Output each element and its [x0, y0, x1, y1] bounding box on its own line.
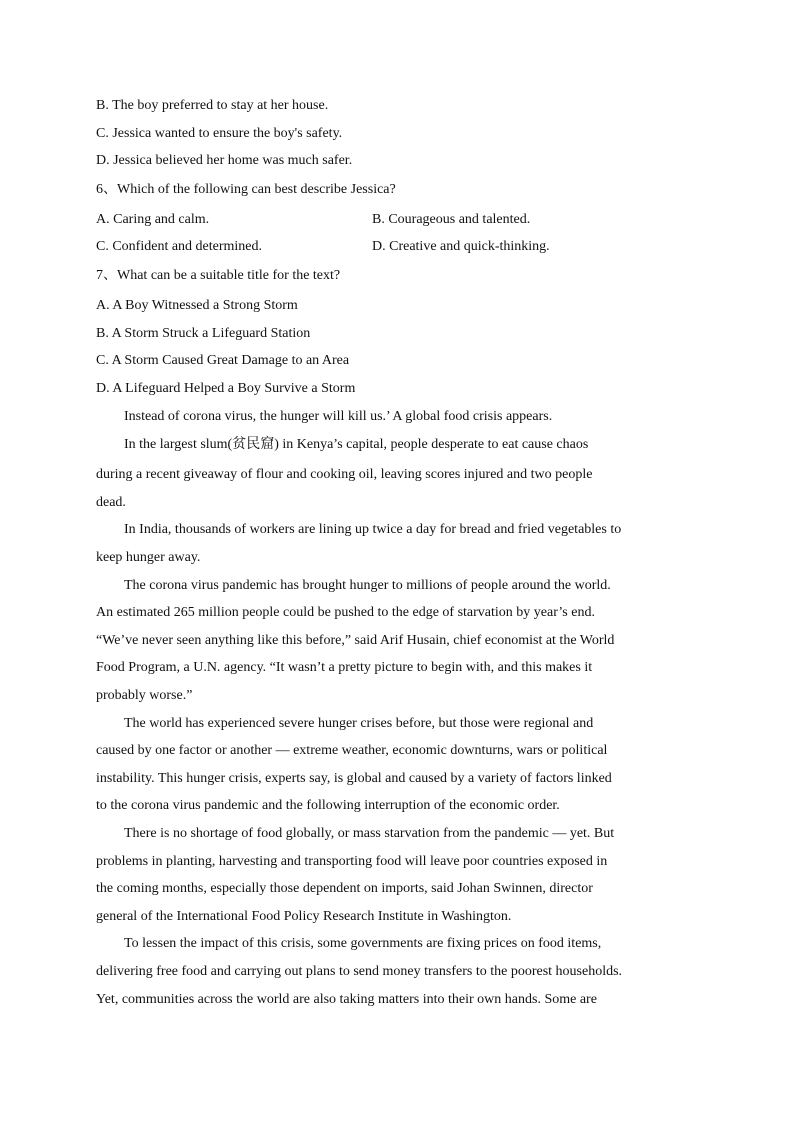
passage-line: Instead of corona virus, the hunger will kill us.’ A global food crisis appears.: [124, 409, 553, 424]
passage-line: delivering free food and carrying out plans to send money transfers to the poorest households.: [96, 964, 623, 979]
q6-option-d: D. Creative and quick-thinking.: [372, 239, 550, 254]
q6-option-c: C. Confident and determined.: [96, 239, 263, 254]
passage-line: There is no shortage of food globally, or mass starvation from the pandemic — yet. But: [124, 826, 615, 841]
q7-option-a: A. A Boy Witnessed a Strong Storm: [96, 298, 298, 313]
q7-option-c: C. A Storm Caused Great Damage to an Area: [96, 353, 350, 368]
passage-line: In the largest slum(贫民窟) in Kenya’s capital, people desperate to eat cause chaos: [124, 437, 589, 452]
q7-option-d: D. A Lifeguard Helped a Boy Survive a Storm: [96, 381, 356, 396]
passage-line: probably worse.”: [96, 688, 193, 703]
q5-option-b: B. The boy preferred to stay at her house.: [96, 98, 329, 113]
q5-option-d: D. Jessica believed her home was much safer.: [96, 153, 353, 168]
passage-line: problems in planting, harvesting and transporting food will leave poor countries exposed in: [96, 854, 608, 869]
passage-line: keep hunger away.: [96, 550, 201, 565]
passage-line: general of the International Food Policy Research Institute in Washington.: [96, 909, 512, 924]
passage-line: to the corona virus pandemic and the following interruption of the economic order.: [96, 798, 560, 813]
passage-line: caused by one factor or another — extreme weather, economic downturns, wars or political: [96, 743, 608, 758]
passage-line: instability. This hunger crisis, experts say, is global and caused by a variety of factors linked: [96, 771, 612, 786]
passage-line: An estimated 265 million people could be pushed to the edge of starvation by year’s end.: [96, 605, 595, 620]
q6-option-b: B. Courageous and talented.: [372, 212, 531, 227]
q6-stem: 6、Which of the following can best describe Jessica?: [96, 182, 396, 197]
passage-line: In India, thousands of workers are lining up twice a day for bread and fried vegetables to: [124, 522, 622, 537]
passage-line: The world has experienced severe hunger crises before, but those were regional and: [124, 716, 594, 731]
q7-stem: 7、What can be a suitable title for the text?: [96, 268, 341, 283]
q7-option-b: B. A Storm Struck a Lifeguard Station: [96, 326, 311, 341]
q5-option-c: C. Jessica wanted to ensure the boy's safety.: [96, 126, 343, 141]
passage-line: “We’ve never seen anything like this before,” said Arif Husain, chief economist at the World: [96, 633, 615, 648]
passage-line: dead.: [96, 495, 126, 510]
passage-line: the coming months, especially those dependent on imports, said Johan Swinnen, director: [96, 881, 593, 896]
q6-option-a: A. Caring and calm.: [96, 212, 210, 227]
passage-line: Food Program, a U.N. agency. “It wasn’t a pretty picture to begin with, and this makes it: [96, 660, 593, 675]
passage-line: To lessen the impact of this crisis, some governments are fixing prices on food items,: [124, 936, 602, 951]
passage-line: during a recent giveaway of flour and cooking oil, leaving scores injured and two people: [96, 467, 593, 482]
passage-line: Yet, communities across the world are also taking matters into their own hands. Some are: [96, 992, 597, 1007]
passage-line: The corona virus pandemic has brought hunger to millions of people around the world.: [124, 578, 611, 593]
